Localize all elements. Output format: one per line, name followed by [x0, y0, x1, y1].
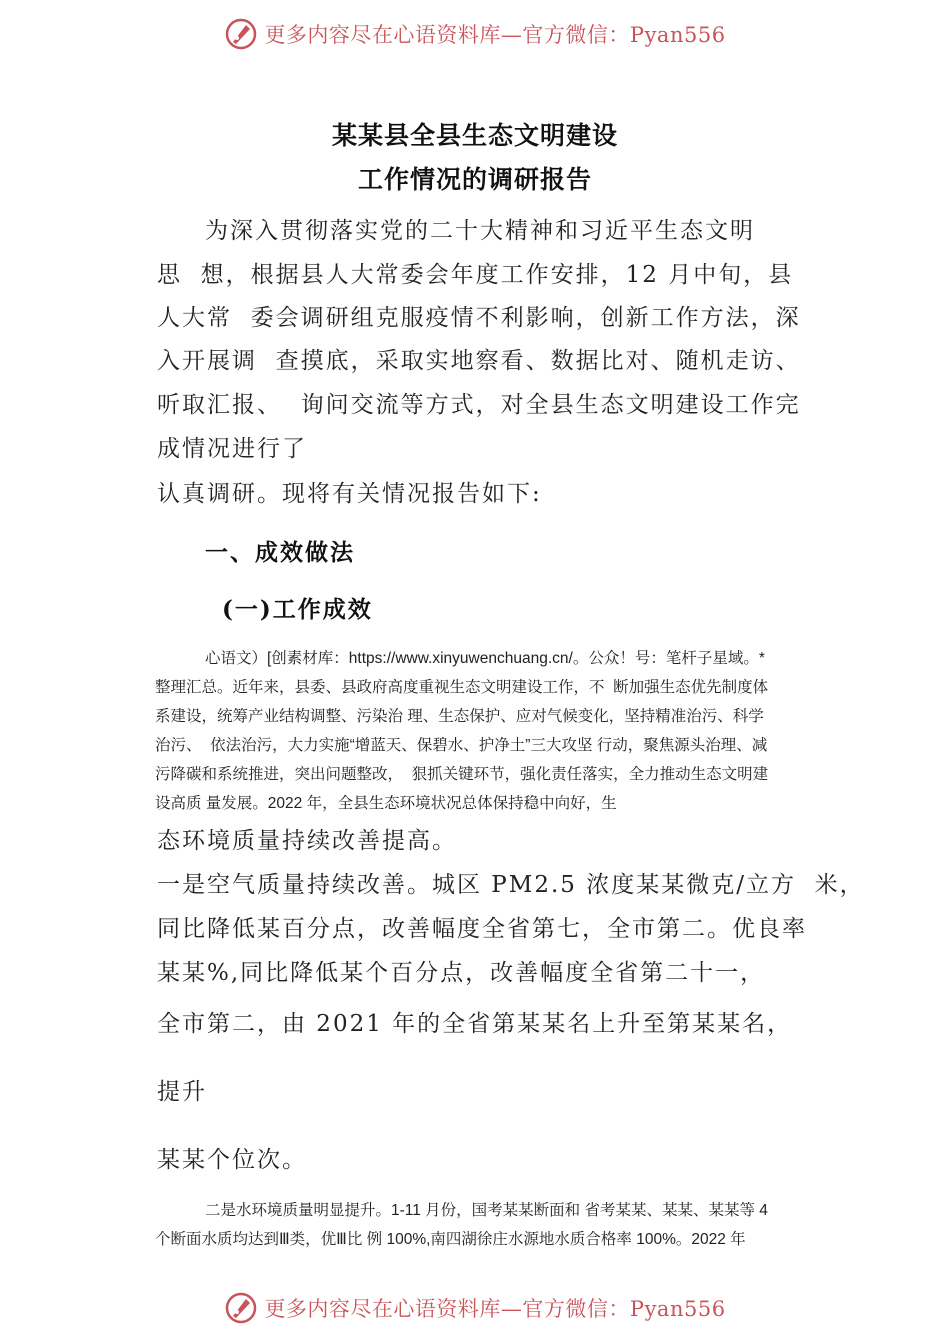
banner-text: 更多内容尽在心语资料库—官方微信：Pyan556: [264, 1297, 726, 1321]
small-text-line: 整理汇总。近年来，县委、县政府高度重视生态文明建设工作，不 断加强生态优先制度体: [155, 679, 769, 696]
intro-line: 人大常 委会调研组克服疫情不利影响，创新工作方法，深: [157, 305, 801, 331]
small-text-line: 系建设，统筹产业结构调整、污染治 理、生态保护、应对气候变化，坚持精准治污、科学: [155, 708, 764, 725]
report-title-line2: 工作情况的调研报告: [357, 165, 592, 194]
intro-line: 为深入贯彻落实党的二十大精神和习近平生态文明: [205, 218, 755, 244]
body-line: 一是空气质量持续改善。城区 PM2.5 浓度某某微克/立方 米，: [157, 872, 865, 898]
intro-line: 听取汇报、 询问交流等方式，对全县生态文明建设工作完: [157, 392, 801, 418]
small-text-line: 治污、 依法治污，大力实施“增蓝天、保碧水、护净土”三大攻坚 行动，聚焦源头治理、减: [155, 737, 768, 754]
pen-nib-logo-icon: [224, 17, 258, 51]
intro-line: 思 想，根据县人大常委会年度工作安排，12 月中旬，县: [157, 262, 794, 288]
bottom-watermark-banner: [0, 1286, 950, 1330]
small-text-line: 污降碳和系统推进，突出问题整改， 狠抓关键环节，强化责任落实，全力推动生态文明建: [155, 766, 769, 783]
intro-line: 认真调研。现将有关情况报告如下:: [157, 481, 542, 507]
pen-nib-logo-icon: [224, 1291, 258, 1325]
section-heading: 一、成效做法: [205, 539, 355, 566]
body-line: 某某%,同比降低某个百分点，改善幅度全省第二十一，: [157, 960, 766, 986]
small-text-line: 设高质 量发展。2022 年，全县生态环境状况总体保持稳中向好，生: [155, 795, 617, 812]
body-line: 某某个位次。: [157, 1147, 307, 1173]
intro-line: 成情况进行了: [157, 436, 307, 462]
subsection-heading: (一)工作成效: [222, 596, 373, 623]
report-title-line1: 某某县全县生态文明建设: [331, 121, 618, 150]
intro-line: 入开展调 查摸底，采取实地察看、数据比对、随机走访、: [157, 348, 801, 374]
small-text-line: 心语文）[创素材库：https://www.xinyuwenchuang.cn/。公众！号：笔杆子星域。*: [205, 650, 765, 667]
body-line: 同比降低某百分点，改善幅度全省第七，全市第二。优良率: [157, 916, 807, 942]
banner-text: 更多内容尽在心语资料库—官方微信：Pyan556: [264, 23, 726, 47]
body-line: 提升: [157, 1079, 207, 1105]
body-line: 全市第二，由 2021 年的全省第某某名上升至第某某名，: [157, 1011, 793, 1037]
small-text-line: 二是水环境质量明显提升。1-11 月份，国考某某断面和 省考某某、某某、某某等 4: [205, 1202, 768, 1219]
body-line: 态环境质量持续改善提高。: [157, 828, 457, 854]
top-watermark-banner: [0, 12, 950, 56]
small-text-line: 个断面水质均达到Ⅲ类，优Ⅲ比 例 100%,南四湖徐庄水源地水质合格率 100%。2022 年: [155, 1231, 746, 1248]
